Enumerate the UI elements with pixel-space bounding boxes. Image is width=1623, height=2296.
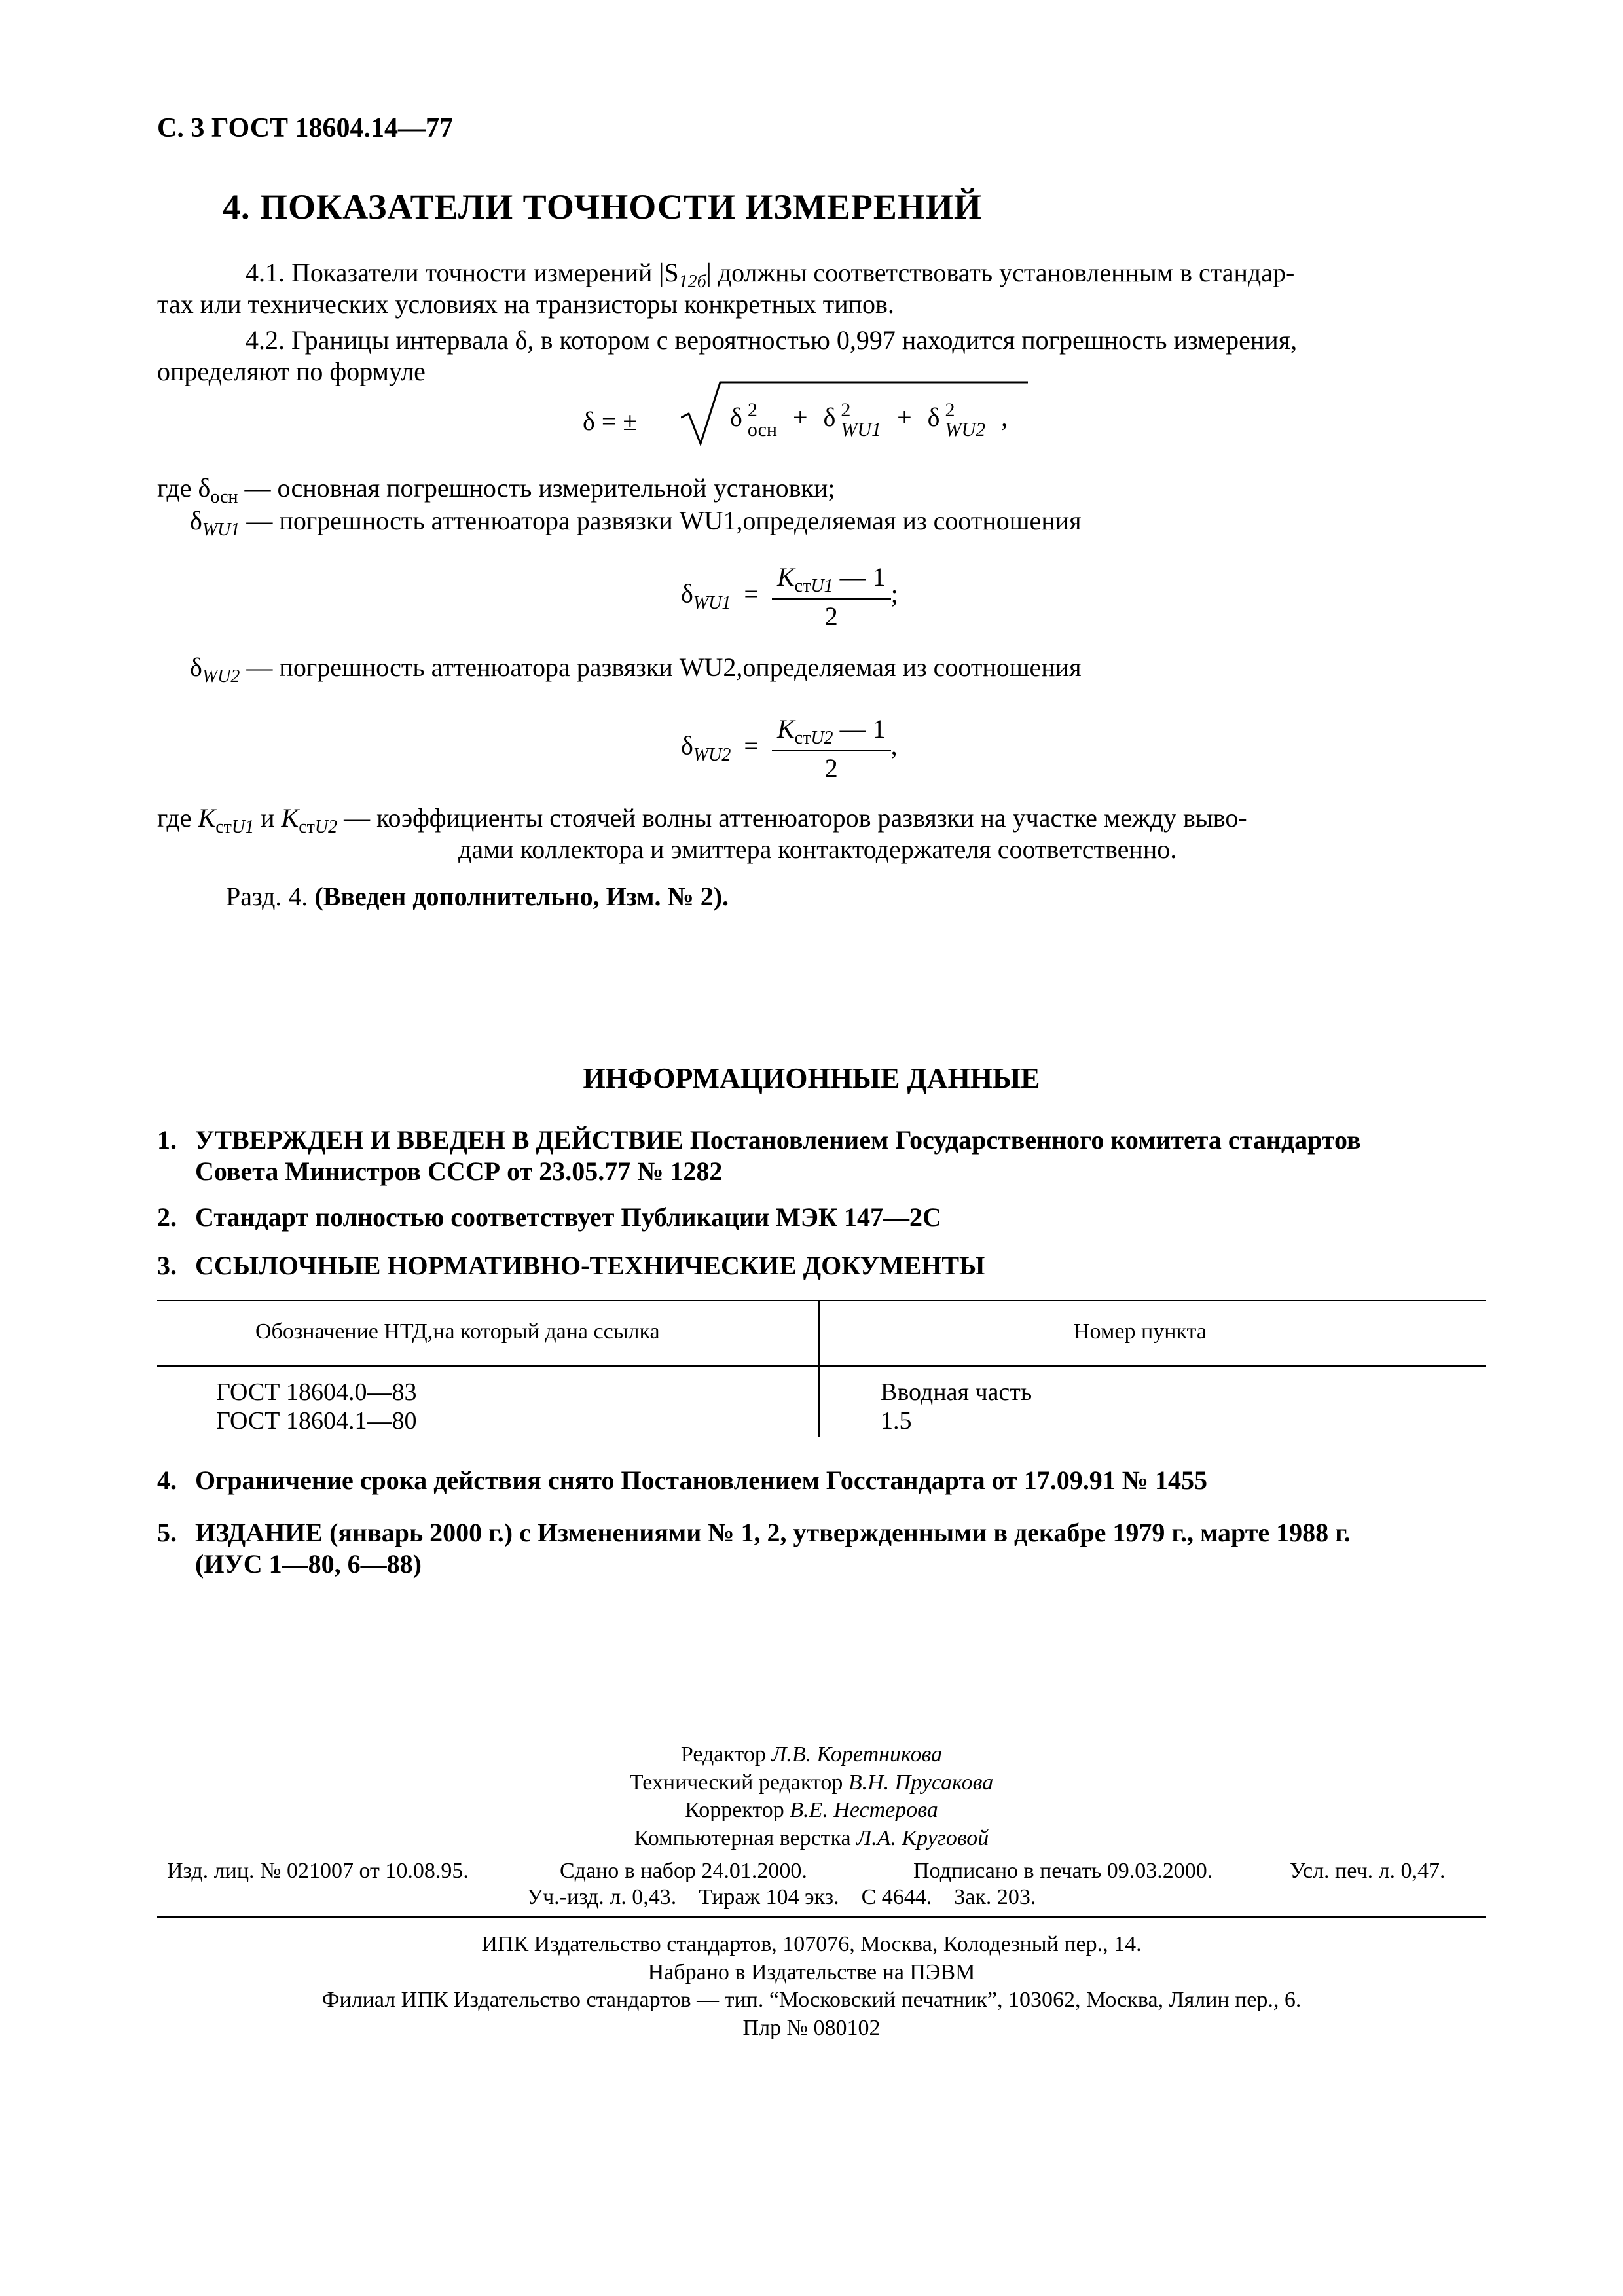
item-number: 3.: [157, 1251, 177, 1280]
square-exponent: 2: [841, 399, 851, 421]
equals-sign: =: [744, 730, 759, 761]
table-cell-item: 1.5: [881, 1407, 912, 1435]
imprint-c-number: С 4644.: [861, 1885, 932, 1909]
table-cell-doc: ГОСТ 18604.1—80: [216, 1407, 417, 1435]
k-symbol: K: [776, 714, 795, 744]
delta-symbol: δ: [823, 403, 836, 433]
credit-editor: [0, 1741, 1623, 1769]
term-delta-wu1: [823, 399, 882, 440]
formula-main-radicand: [730, 401, 1008, 440]
item-text: ССЫЛОЧНЫЕ НОРМАТИВНО-ТЕХНИЧЕСКИЕ ДОКУМЕНТЫ: [195, 1251, 985, 1280]
item-text: Ограничение срока действия снято Постановлением Госстандарта от 17.09.91 № 1455: [195, 1465, 1207, 1495]
credit-name: В.Н. Прусакова: [848, 1770, 994, 1795]
item-text-cont: Совета Министров СССР от 23.05.77 № 1282: [195, 1157, 723, 1186]
item-number: 5.: [157, 1518, 177, 1547]
note-bold: (Введен дополнительно, Изм. № 2).: [314, 882, 729, 911]
table-cell-doc: ГОСТ 18604.0—83: [216, 1378, 417, 1406]
p41-s: [678, 258, 706, 292]
imprint-pub-sheets: Уч.-изд. л. 0,43.: [527, 1885, 677, 1909]
credit-label: Компьютерная верстка: [634, 1825, 851, 1850]
fraction-numerator: [772, 562, 891, 600]
publisher-line: ИПК Издательство стандартов, 107076, Москва, Колодезный пер., 14.: [481, 1932, 1142, 1956]
info-item-2: [157, 1202, 1486, 1233]
info-item-4: [157, 1465, 1486, 1496]
k-coefficients-line: [157, 802, 1493, 838]
subscript-wu2: WU2: [693, 744, 731, 765]
subscript-u2: U2: [314, 817, 338, 837]
imprint-license: Изд. лиц. № 021007 от 10.08.95.: [167, 1859, 469, 1883]
fraction-numerator: [772, 713, 891, 751]
credit-label: Технический редактор: [629, 1770, 843, 1795]
formula-wu2: [681, 713, 898, 783]
delta-symbol: δ: [190, 506, 202, 535]
subscript-wu1: WU1: [841, 419, 882, 440]
credit-layout: [0, 1825, 1623, 1853]
subscript-wu1: WU1: [202, 520, 240, 540]
semicolon: ;: [890, 579, 898, 609]
item-text: ИЗДАНИЕ (январь 2000 г.) с Изменениями № 1, 2, утвержденными в декабре 1979 г., марте 1988 г.: [195, 1518, 1351, 1547]
fraction-denominator: 2: [824, 601, 838, 631]
fraction-wu1: [772, 562, 891, 632]
formula-main-lhs: δ = ±: [583, 406, 638, 436]
delta-symbol: δ: [190, 653, 202, 682]
term-delta-wu2: [927, 399, 986, 440]
subscript-u1: U1: [231, 817, 255, 837]
comma: ,: [1001, 403, 1008, 433]
delta-symbol: δ: [681, 730, 693, 761]
paragraph-4-1: [246, 257, 1294, 293]
table-header-designation: Обозначение НТД,на который дана ссылка: [255, 1319, 660, 1344]
table-top-rule: [157, 1300, 1486, 1301]
delta-osn-description: — основная погрешность измерительной установки;: [244, 473, 835, 503]
subscript-u2: U2: [811, 728, 833, 748]
fraction-wu2: [772, 713, 891, 783]
subscript-ct: ст: [299, 817, 315, 837]
delta-symbol: δ: [198, 473, 211, 503]
imprint-print-sheets: Усл. печ. л. 0,47.: [1290, 1859, 1446, 1883]
publisher-block: [0, 1931, 1623, 2042]
imprint-order: Зак. 203.: [954, 1885, 1036, 1909]
table-column-divider: [818, 1300, 820, 1437]
subscript-ct: ст: [215, 817, 232, 837]
fraction-denominator: 2: [824, 753, 838, 783]
delta-wu1-description: — погрешность аттенюатора развязки WU1,определяемая из соотношения: [246, 506, 1082, 535]
equals-sign: =: [744, 579, 759, 609]
subscript-osn: осн: [210, 487, 238, 507]
subscript-u1: U1: [811, 576, 833, 596]
minus-one: — 1: [839, 714, 886, 744]
item-text: УТВЕРЖДЕН И ВВЕДЕН В ДЕЙСТВИЕ Постановлением Государственного комитета стандартов: [195, 1125, 1361, 1155]
subscript-ct: ст: [794, 728, 811, 748]
imprint-line-2: [527, 1885, 1036, 1910]
delta-wu2-line: [190, 652, 1082, 688]
publisher-line: Набрано в Издательстве на ПЭВМ: [647, 1960, 976, 1984]
delta-symbol: δ: [730, 403, 742, 433]
item-number: 2.: [157, 1202, 177, 1232]
imprint-set-date: Сдано в набор 24.01.2000.: [560, 1859, 807, 1883]
credits-block: [0, 1741, 1623, 1852]
k-description-line1: — коэффициенты стоячей волны аттенюаторов развязки на участке между выво-: [344, 803, 1247, 833]
comma: ,: [890, 730, 898, 761]
info-item-5: [157, 1517, 1486, 1580]
k-symbol: K: [281, 803, 299, 833]
k-description-line2: дами коллектора и эмиттера контактодержателя соответственно.: [458, 834, 1177, 864]
publisher-line: Филиал ИПК Издательство стандартов — тип. “Московский печатник”, 103062, Москва, Лялин пер., 6.: [321, 1988, 1302, 2012]
credit-name: Л.А. Круговой: [856, 1825, 989, 1850]
info-item-3: [157, 1250, 1486, 1282]
plus-sign: +: [897, 403, 912, 433]
delta-symbol: δ: [927, 403, 940, 433]
info-title: ИНФОРМАЦИОННЫЕ ДАННЫЕ: [583, 1062, 1040, 1094]
p41-text-a: 4.1. Показатели точности измерений |S: [246, 258, 679, 287]
subscript-wu2: WU2: [202, 666, 240, 687]
subscript-ct: ст: [794, 576, 811, 596]
term-delta-osn: [730, 399, 777, 440]
table-header-item-number: Номер пункта: [1074, 1319, 1207, 1344]
subscript-wu1: WU1: [693, 592, 731, 613]
table-header-rule: [157, 1365, 1486, 1367]
where-label: где: [157, 803, 192, 833]
section-title: 4. ПОКАЗАТЕЛИ ТОЧНОСТИ ИЗМЕРЕНИЙ: [223, 187, 982, 226]
where-label: где: [157, 473, 192, 503]
k-symbol: K: [198, 803, 216, 833]
formula-wu1: [681, 562, 898, 632]
subscript-wu2: WU2: [945, 419, 986, 440]
and-word: и: [261, 803, 275, 833]
info-item-1: [157, 1124, 1486, 1187]
item-number: 1.: [157, 1125, 177, 1155]
k-symbol: K: [776, 562, 795, 592]
paragraph-4-1-line2: тах или технических условиях на транзисторы конкретных типов.: [157, 289, 894, 319]
square-exponent: 2: [945, 399, 955, 421]
imprint-circulation: Тираж 104 экз.: [699, 1885, 839, 1909]
note-plain: Разд. 4.: [226, 882, 308, 911]
table-row: [881, 1378, 1032, 1435]
delta-wu2-description: — погрешность аттенюатора развязки WU2,определяемая из соотношения: [246, 653, 1082, 682]
item-text: Стандарт полностью соответствует Публикации МЭК 147—2С: [195, 1202, 941, 1232]
credit-corrector: [0, 1797, 1623, 1825]
page-header: С. 3 ГОСТ 18604.14—77: [157, 113, 454, 143]
plus-sign: +: [792, 403, 808, 433]
square-exponent: 2: [747, 399, 757, 421]
p41-sub: 12б: [678, 272, 706, 292]
delta-symbol: δ: [681, 579, 693, 609]
subscript-osn: осн: [747, 419, 777, 440]
table-row: [216, 1378, 417, 1435]
table-cell-item: Вводная часть: [881, 1378, 1032, 1406]
imprint-signed-date: Подписано в печать 09.03.2000.: [913, 1859, 1213, 1883]
credit-label: Корректор: [685, 1798, 784, 1822]
credit-name: Л.В. Коретникова: [771, 1742, 943, 1767]
where-delta-osn: [157, 473, 835, 509]
amendment-note: [226, 881, 729, 912]
paragraph-4-2-line2: определяют по формуле: [157, 357, 426, 386]
formula-main: [583, 406, 637, 437]
item-number: 4.: [157, 1465, 177, 1495]
credit-label: Редактор: [680, 1742, 766, 1767]
imprint-rule: [157, 1916, 1486, 1918]
p41-text-b: | должны соответствовать установленным в стандар-: [706, 258, 1295, 287]
minus-one: — 1: [839, 562, 886, 592]
item-text-cont: (ИУС 1—80, 6—88): [195, 1549, 422, 1579]
publisher-line: Плр № 080102: [742, 2015, 881, 2040]
credit-tech-editor: [0, 1769, 1623, 1797]
paragraph-4-2: 4.2. Границы интервала δ, в котором с вероятностью 0,997 находится погрешность измерения,: [246, 325, 1298, 355]
delta-wu1-line: [190, 505, 1082, 541]
credit-name: В.Е. Нестерова: [790, 1798, 938, 1822]
